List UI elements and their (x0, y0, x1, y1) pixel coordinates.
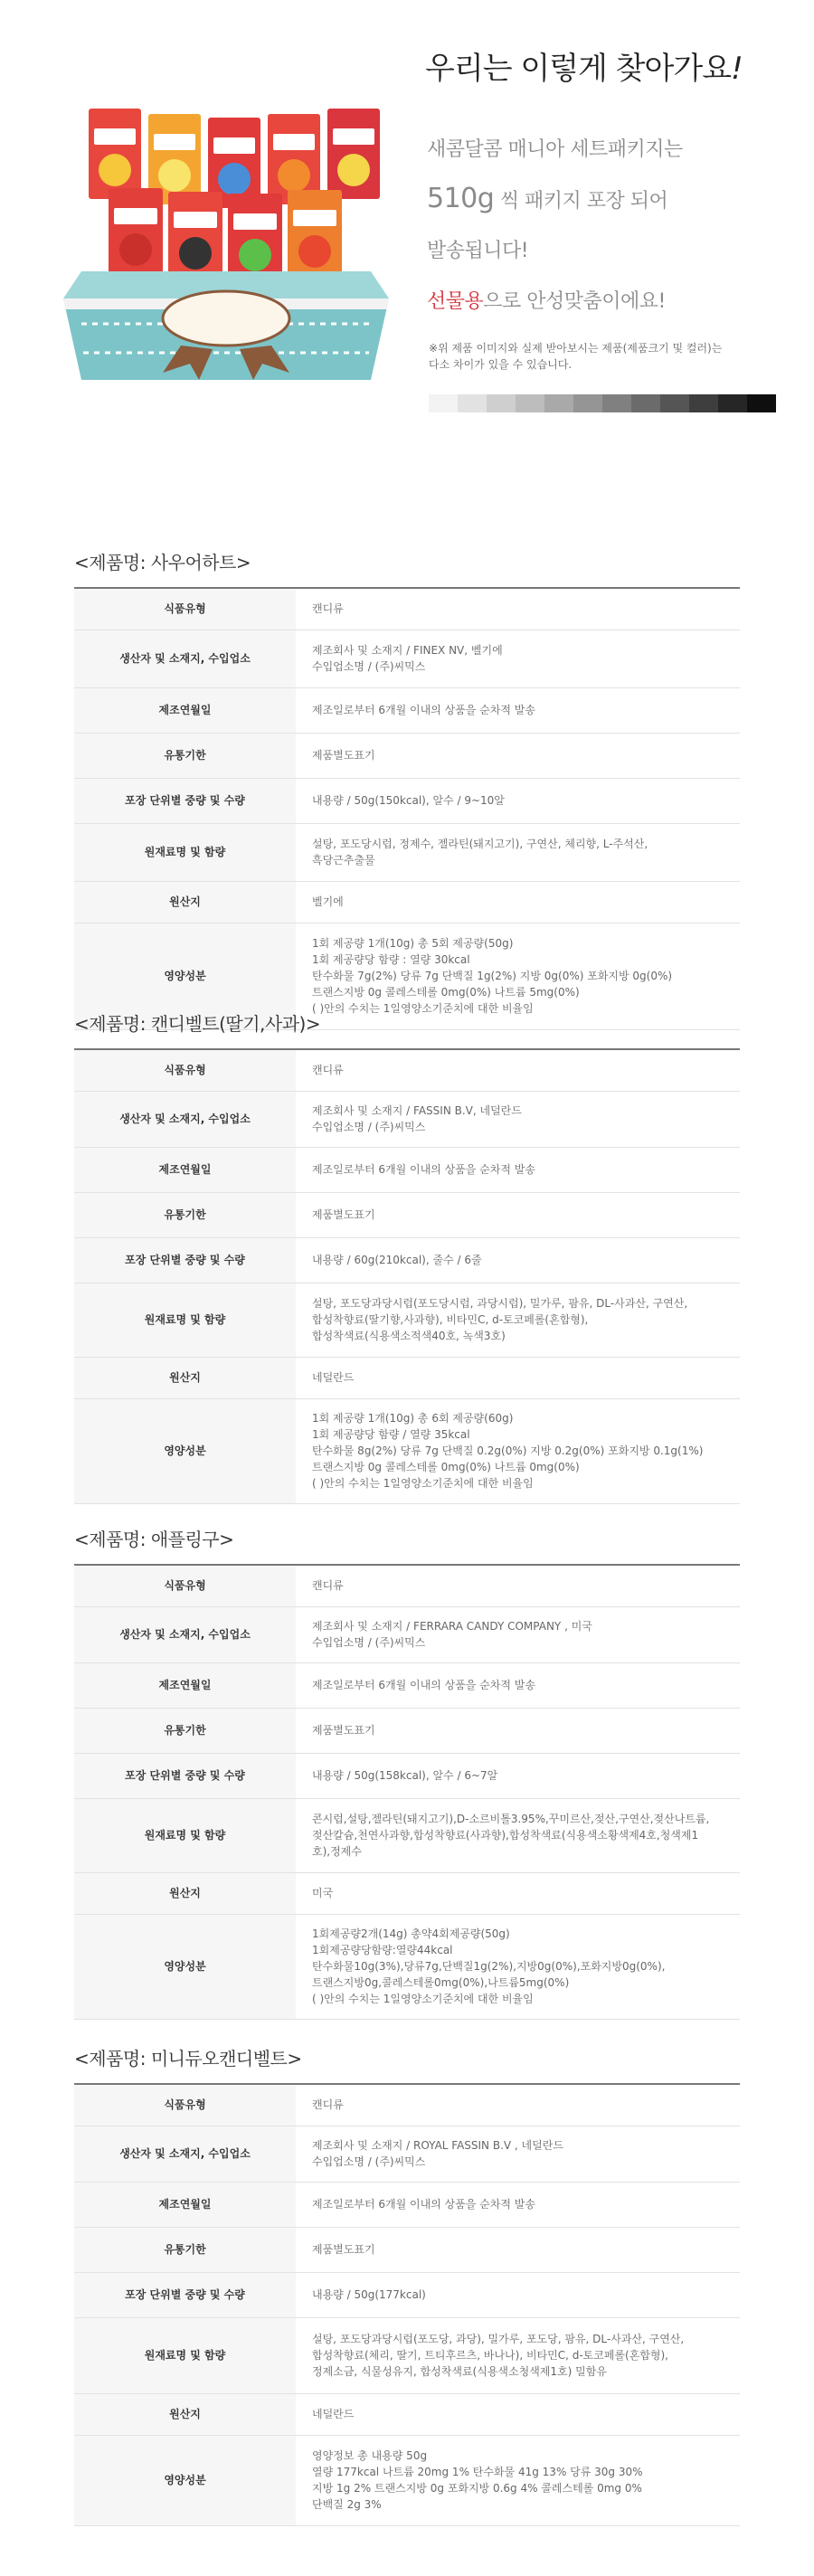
gift-box-illustration (63, 81, 389, 398)
row-label: 생산자 및 소재지, 수입업소 (74, 2126, 296, 2182)
product-title: <제품명: 사우어하트> (74, 552, 251, 573)
table-row (74, 1914, 740, 2019)
table-row (74, 2435, 740, 2525)
row-value: 제조회사 및 소재지 / FINEX NV, 벨기에 수입업소명 / (주)씨믹스 (296, 630, 740, 687)
table-row (74, 1662, 740, 1708)
row-label: 생산자 및 소재지, 수입업소 (74, 1091, 296, 1147)
table-row (74, 1049, 740, 1091)
row-value: 제조일로부터 6개월 이내의 상품을 순차적 발송 (296, 1147, 740, 1192)
product-title: <제품명: 캔디벨트(딸기,사과)> (74, 1013, 321, 1035)
table-row (74, 1565, 740, 1606)
color-swatch (747, 394, 776, 412)
row-label: 포장 단위별 중량 및 수량 (74, 2272, 296, 2317)
hero-section (0, 0, 814, 425)
table-row (74, 687, 740, 733)
row-value: 1회 제공량 1개(10g) 총 5회 제공량(50g) 1회 제공량당 함량 : 열량 30kcal 탄수화물 7g(2%) 당류 7g 단백질 1g(2%) 지방 0g(0%) 포화지방 0g(0%) 트랜스지방 0g 콜레스테롤 0mg(0%) 나트륨 5mg(0%) ( )안의 수치는 1일영양소기준치에 대한 비율임 (296, 923, 740, 1029)
product-section-3 (74, 1525, 740, 2020)
table-row (74, 1192, 740, 1237)
row-label: 영양성분 (74, 1914, 296, 2019)
row-label: 제조연월일 (74, 1147, 296, 1192)
row-value: 설탕, 포도당시럽, 정제수, 젤라틴(돼지고기), 구연산, 체리향, L-주석산, 흑당근추출물 (296, 823, 740, 881)
row-label: 제조연월일 (74, 1662, 296, 1708)
row-value: 제품별도표기 (296, 1192, 740, 1237)
row-label: 영양성분 (74, 2435, 296, 2525)
table-row (74, 1237, 740, 1283)
row-label: 원산지 (74, 881, 296, 923)
table-row (74, 2227, 740, 2272)
row-value: 제조회사 및 소재지 / FERRARA CANDY COMPANY , 미국 수입업소명 / (주)씨믹스 (296, 1606, 740, 1662)
product-section-1 (74, 548, 740, 1030)
table-row (74, 1091, 740, 1147)
package-weight: 510g (427, 183, 495, 214)
row-label: 원산지 (74, 1357, 296, 1398)
table-row (74, 588, 740, 630)
table-row (74, 1798, 740, 1872)
row-label: 원산지 (74, 1872, 296, 1914)
row-label: 식품유형 (74, 1565, 296, 1606)
product-info-table (74, 2083, 740, 2526)
table-row (74, 630, 740, 687)
table-row (74, 1872, 740, 1914)
gift-box (63, 271, 389, 380)
table-row (74, 2272, 740, 2317)
color-swatch (487, 394, 516, 412)
row-value: 제품별도표기 (296, 1708, 740, 1753)
row-label: 유통기한 (74, 733, 296, 778)
table-row (74, 1147, 740, 1192)
color-swatch (631, 394, 660, 412)
hero-title: 우리는 이렇게 찾아가요! (425, 51, 743, 87)
row-label: 원산지 (74, 2393, 296, 2435)
row-value: 캔디류 (296, 1565, 740, 1606)
row-value: 미국 (296, 1872, 740, 1914)
product-section-4 (74, 2044, 740, 2526)
row-value: 제조일로부터 6개월 이내의 상품을 순차적 발송 (296, 1662, 740, 1708)
row-label: 원재료명 및 함량 (74, 823, 296, 881)
row-value: 캔디류 (296, 588, 740, 630)
row-value: 네덜란드 (296, 1357, 740, 1398)
row-value: 제조회사 및 소재지 / ROYAL FASSIN B.V , 네덜란드 수입업소명 / (주)씨믹스 (296, 2126, 740, 2182)
product-section-2 (74, 1009, 740, 1504)
row-label: 원재료명 및 함량 (74, 1798, 296, 1872)
color-swatch (516, 394, 544, 412)
row-value: 제조일로부터 6개월 이내의 상품을 순차적 발송 (296, 687, 740, 733)
hero-line-2: 510g 씩 패키지 포장 되어 (427, 183, 668, 214)
table-row (74, 733, 740, 778)
table-row (74, 1753, 740, 1798)
table-row (74, 2393, 740, 2435)
row-value: 제품별도표기 (296, 733, 740, 778)
product-title: <제품명: 미니듀오캔디벨트> (74, 2048, 302, 2069)
product-info-table (74, 587, 740, 1030)
row-label: 영양성분 (74, 1398, 296, 1503)
row-value: 내용량 / 50g(150kcal), 알수 / 9~10알 (296, 778, 740, 823)
row-value: 캔디류 (296, 1049, 740, 1091)
table-row (74, 1398, 740, 1503)
row-label: 원재료명 및 함량 (74, 1283, 296, 1357)
row-label: 유통기한 (74, 2227, 296, 2272)
color-swatch (573, 394, 602, 412)
row-label: 생산자 및 소재지, 수입업소 (74, 630, 296, 687)
row-label: 식품유형 (74, 1049, 296, 1091)
table-row (74, 2317, 740, 2393)
row-value: 제조회사 및 소재지 / FASSIN B.V, 네덜란드 수입업소명 / (주)씨믹스 (296, 1091, 740, 1147)
hero-line-4: 선물용으로 안성맞춤이에요! (427, 290, 666, 313)
row-label: 포장 단위별 중량 및 수량 (74, 778, 296, 823)
table-row (74, 1357, 740, 1398)
row-value: 내용량 / 60g(210kcal), 줄수 / 6줄 (296, 1237, 740, 1283)
row-value: 1회제공량2개(14g) 총약4회제공량(50g) 1회제공량당함량:열량44kcal 탄수화물10g(3%),당류7g,단백질1g(2%),지방0g(0%),포화지방0g(0%), 트랜스지방0g,콜레스테롤0mg(0%),나트륨5mg(0%) ( )안의 수치는 1일영양소기준치에 대한 비율임 (296, 1914, 740, 2019)
row-value: 네덜란드 (296, 2393, 740, 2435)
row-value: 캔디류 (296, 2084, 740, 2126)
table-row (74, 1606, 740, 1662)
table-row (74, 2084, 740, 2126)
row-value: 설탕, 포도당과당시럽(포도당, 과당), 밀가루, 포도당, 팜유, DL-사과산, 구연산, 합성착향료(체리, 딸기, 트티후르츠, 바나나), 비타민C, d-토코페롤(혼합형), 정제소금, 식물성유지, 합성착색료(식용색소청색제1호) 밀함유 (296, 2317, 740, 2393)
row-label: 원재료명 및 함량 (74, 2317, 296, 2393)
row-label: 식품유형 (74, 588, 296, 630)
row-label: 포장 단위별 중량 및 수량 (74, 1237, 296, 1283)
table-row (74, 1708, 740, 1753)
row-label: 영양성분 (74, 923, 296, 1029)
row-value: 영양정보 총 내용량 50g 열량 177kcal 나트륨 20mg 1% 탄수화물 41g 13% 당류 30g 30% 지방 1g 2% 트랜스지방 0g 포화지방 0.6g 4% 콜레스테롤 0mg 0% 단백질 2g 3% (296, 2435, 740, 2525)
row-label: 제조연월일 (74, 687, 296, 733)
hero-line-3: 발송됩니다! (427, 240, 529, 262)
product-info-table (74, 1564, 740, 2020)
table-row (74, 778, 740, 823)
row-label: 식품유형 (74, 2084, 296, 2126)
table-row (74, 1283, 740, 1357)
color-swatch (602, 394, 631, 412)
row-value: 벨기에 (296, 881, 740, 923)
product-title: <제품명: 애플링구> (74, 1529, 234, 1550)
row-label: 생산자 및 소재지, 수입업소 (74, 1606, 296, 1662)
row-value: 내용량 / 50g(177kcal) (296, 2272, 740, 2317)
row-label: 유통기한 (74, 1192, 296, 1237)
hero-line-1: 새콤달콤 매니아 세트패키지는 (427, 138, 683, 161)
hero-disclaimer: ※위 제품 이미지와 실제 받아보시는 제품(제품크기 및 컬러)는 다소 차이가 있을 수 있습니다. (429, 342, 723, 371)
product-info-table (74, 1048, 740, 1504)
row-value: 내용량 / 50g(158kcal), 알수 / 6~7알 (296, 1753, 740, 1798)
table-row (74, 2182, 740, 2227)
color-swatch (660, 394, 689, 412)
table-row (74, 881, 740, 923)
row-value: 설탕, 포도당과당시럽(포도당시럽, 과당시럽), 밀가루, 팜유, DL-사과산, 구연산, 합성착향료(딸기향,사과향), 비타민C, d-토코페롤(혼합형), 합성착색료(식용색소적색40호, 녹색3호) (296, 1283, 740, 1357)
color-swatch-bar (429, 394, 776, 412)
table-row (74, 823, 740, 881)
color-swatch (718, 394, 747, 412)
row-value: 제조일로부터 6개월 이내의 상품을 순차적 발송 (296, 2182, 740, 2227)
color-swatch (429, 394, 458, 412)
row-value: 1회 제공량 1개(10g) 총 6회 제공량(60g) 1회 제공량당 함량 / 열량 35kcal 탄수화물 8g(2%) 당류 7g 단백질 0.2g(0%) 지방 0.2g(0%) 포화지방 0.1g(1%) 트랜스지방 0g 콜레스테롤 0mg(0%) 나트륨 0mg(0%) ( )안의 수치는 1일영양소기준치에 대한 비율임 (296, 1398, 740, 1503)
color-swatch (544, 394, 573, 412)
row-value: 제품별도표기 (296, 2227, 740, 2272)
row-value: 콘시럽,설탕,젤라틴(돼지고기),D-소르비톨3.95%,꾸미르산,젖산,구연산,젖산나트륨, 젖산칼슘,천연사과향,합성착향료(사과향),합성착색료(식용색소황색제4호,청색제1 호),정제수 (296, 1798, 740, 1872)
color-swatch (458, 394, 487, 412)
row-label: 제조연월일 (74, 2182, 296, 2227)
row-label: 유통기한 (74, 1708, 296, 1753)
gift-highlight: 선물용 (427, 290, 484, 313)
table-row (74, 2126, 740, 2182)
row-label: 포장 단위별 중량 및 수량 (74, 1753, 296, 1798)
color-swatch (689, 394, 718, 412)
